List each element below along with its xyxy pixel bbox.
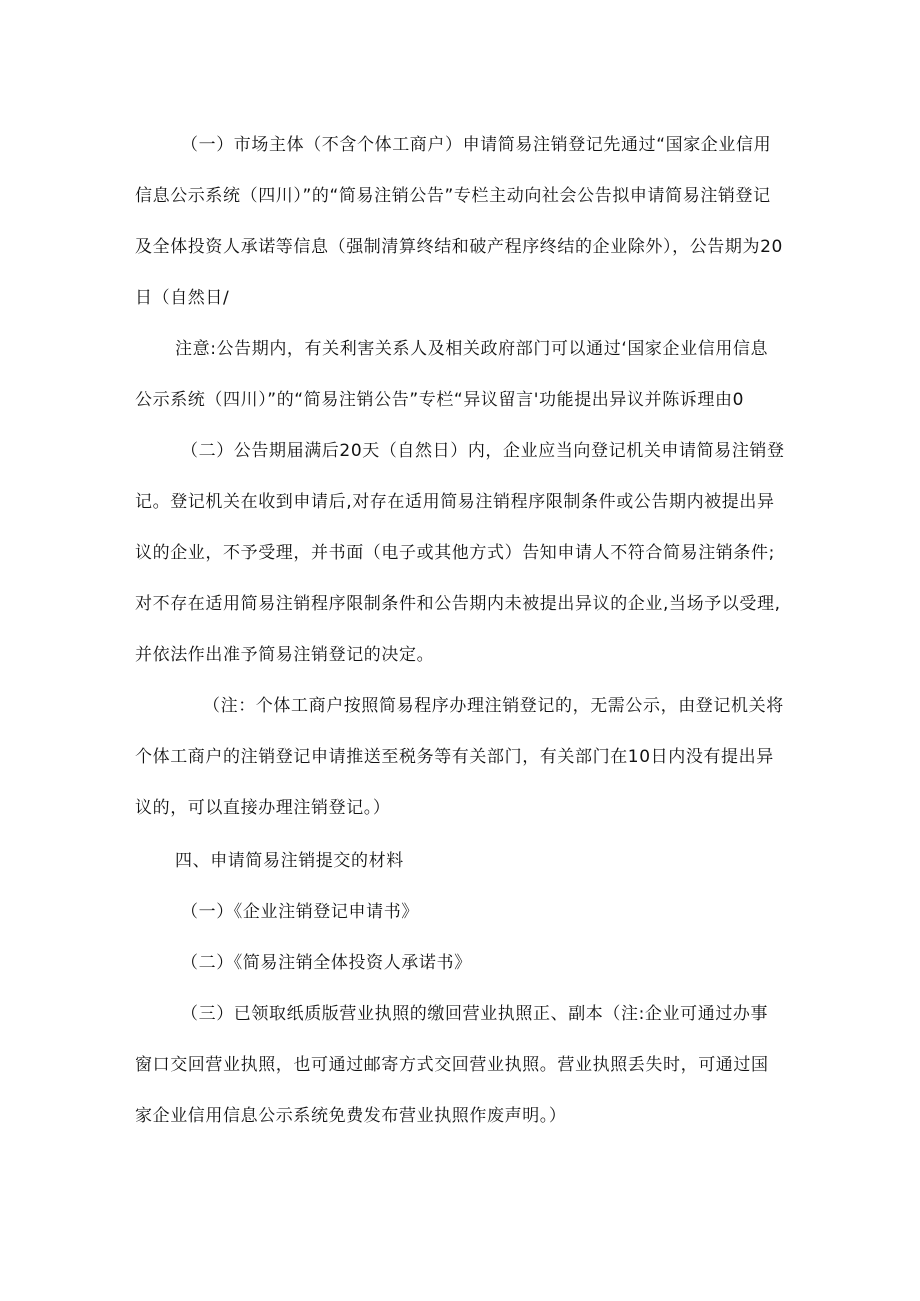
- list-item-business-license: （三）已领取纸质版营业执照的缴回营业执照正、副本（注:企业可通过办事窗口交回营业执照，也可通过邮寄方式交回营业执照。营业执照丢失时，可通过国家企业信用信息公示系统免费发布营业执照作废声明。）: [135, 1004, 769, 1126]
- paragraph-notice: 注意:公告期内，有关利害关系人及相关政府部门可以通过‘国家企业信用信息公示系统（四川）”的“简易注销公告”专栏“异议留言'功能提出异议并陈诉理由0: [135, 339, 769, 410]
- section-heading-materials: 四、申请简易注销提交的材料: [175, 851, 404, 871]
- paragraph-application: （二）公告期届满后20天（自然日）内，企业应当向登记机关申请简易注销登记。登记机关在收到申请后,对存在适用简易注销程序限制条件或公告期内被提出异议的企业，不予受理，并书面（电子或其他方式）告知申请人不符合简易注销条件;对不存在适用简易注销程序限制条件和公告期内未被提出异议的企业,当场予以受理,并依法作出准予简易注销登记的决定。: [135, 441, 785, 665]
- paragraph-announcement: （一）市场主体（不含个体工商户）申请简易注销登记先通过“国家企业信用信息公示系统（四川）”的“简易注销公告”专栏主动向社会公告拟申请简易注销登记及全体投资人承诺等信息（强制清算终结和破产程序终结的企业除外），公告期为20日（自然日∕: [135, 135, 783, 308]
- list-item-application-form: （一）《企业注销登记申请书》: [181, 902, 419, 922]
- list-item-commitment-letter: （二）《简易注销全体投资人承诺书》: [181, 953, 472, 973]
- paragraph-individual-note: （注：个体工商户按照简易程序办理注销登记的，无需公示，由登记机关将个体工商户的注销登记申请推送至税务等有关部门，有关部门在10日内没有提出异议的，可以直接办理注销登记。）: [135, 696, 784, 818]
